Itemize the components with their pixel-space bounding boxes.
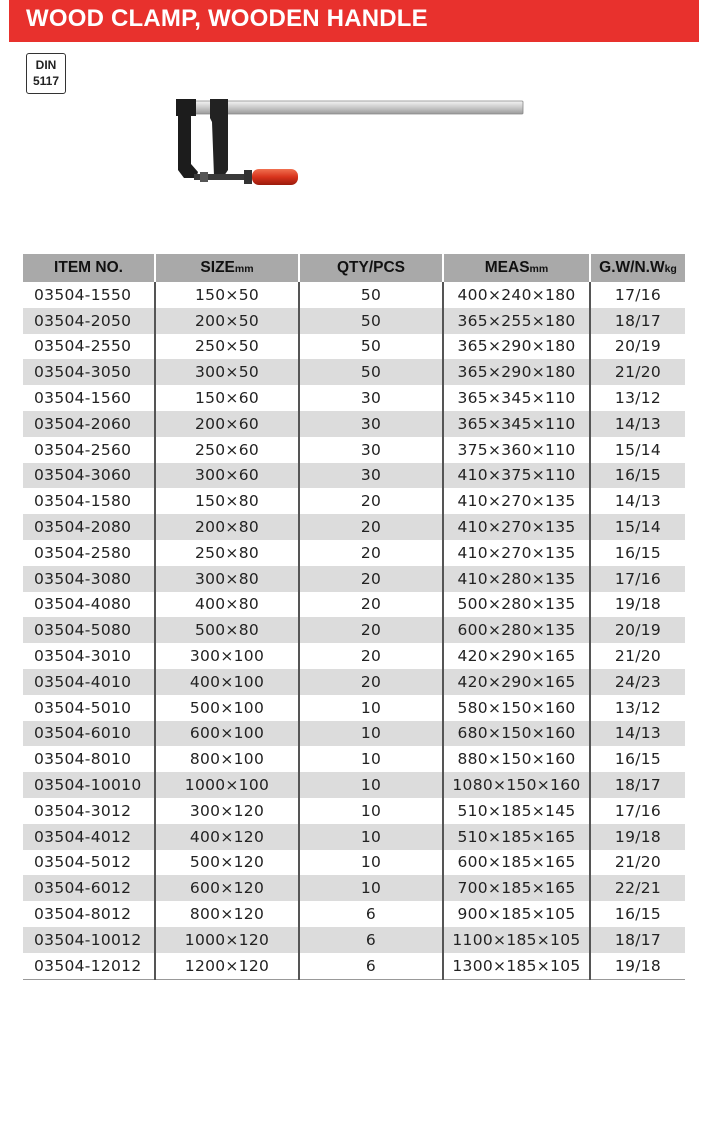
- weight-cell: 18/17: [590, 772, 685, 798]
- meas-cell: 500×280×135: [443, 592, 590, 618]
- item-no-cell: 03504-4010: [23, 669, 155, 695]
- meas-cell: 510×185×145: [443, 798, 590, 824]
- size-cell: 500×100: [155, 695, 299, 721]
- weight-cell: 17/16: [590, 282, 685, 308]
- item-no-cell: 03504-2060: [23, 411, 155, 437]
- size-cell: 200×50: [155, 308, 299, 334]
- qty-cell: 30: [299, 437, 443, 463]
- item-no-cell: 03504-12012: [23, 953, 155, 979]
- qty-cell: 10: [299, 824, 443, 850]
- table-row: [23, 592, 685, 618]
- size-cell: 250×50: [155, 334, 299, 360]
- qty-cell: 20: [299, 566, 443, 592]
- size-cell: 300×100: [155, 643, 299, 669]
- qty-cell: 50: [299, 282, 443, 308]
- meas-cell: 680×150×160: [443, 721, 590, 747]
- table-row: [23, 798, 685, 824]
- meas-cell: 365×290×180: [443, 334, 590, 360]
- qty-cell: 6: [299, 927, 443, 953]
- size-cell: 800×120: [155, 901, 299, 927]
- item-no-cell: 03504-8012: [34, 905, 132, 924]
- table-row: [23, 721, 685, 747]
- qty-cell: 10: [299, 875, 443, 901]
- weight-cell: 21/20: [590, 850, 685, 876]
- table-row: [23, 566, 685, 592]
- qty-cell: 10: [299, 721, 443, 747]
- table-row: [23, 772, 685, 798]
- weight-cell: 18/17: [590, 308, 685, 334]
- item-no-cell: 03504-4012: [23, 824, 155, 850]
- qty-cell: 20: [299, 488, 443, 514]
- qty-cell: 50: [299, 359, 443, 385]
- qty-cell: 20: [299, 540, 443, 566]
- item-no-cell: 03504-1560: [34, 389, 132, 408]
- item-no-cell: 03504-2080: [23, 514, 155, 540]
- table-row: [23, 953, 685, 979]
- weight-cell: 22/21: [590, 875, 685, 901]
- meas-cell: 365×255×180: [443, 308, 590, 334]
- page-title: WOOD CLAMP, WOODEN HANDLE: [26, 5, 428, 32]
- weight-cell: 16/15: [590, 463, 685, 489]
- item-no-cell: 03504-6010: [23, 721, 155, 747]
- size-cell: 400×120: [155, 824, 299, 850]
- table-row: [23, 488, 685, 514]
- weight-cell: 15/14: [590, 437, 685, 463]
- weight-cell: 16/15: [590, 540, 685, 566]
- size-cell: 500×120: [155, 850, 299, 876]
- item-no-cell: 03504-2560: [34, 440, 132, 459]
- meas-cell: 410×270×135: [443, 488, 590, 514]
- weight-cell: 19/18: [590, 592, 685, 618]
- weight-cell: 14/13: [590, 411, 685, 437]
- item-no-cell: 03504-10010: [23, 772, 155, 798]
- meas-cell: 365×345×110: [443, 411, 590, 437]
- qty-cell: 50: [299, 334, 443, 360]
- qty-cell: 6: [299, 901, 443, 927]
- header-item-no: ITEM NO.: [23, 254, 155, 282]
- meas-cell: 600×185×165: [443, 850, 590, 876]
- table-row: [23, 643, 685, 669]
- size-cell: 300×50: [155, 359, 299, 385]
- qty-cell: 20: [299, 669, 443, 695]
- table-row: [23, 540, 685, 566]
- header-qty: QTY/PCS: [299, 254, 443, 282]
- size-cell: 1000×120: [155, 927, 299, 953]
- size-cell: 150×50: [155, 282, 299, 308]
- meas-cell: 410×375×110: [443, 463, 590, 489]
- item-no-cell: 03504-2580: [34, 543, 132, 562]
- meas-cell: 700×185×165: [443, 875, 590, 901]
- size-cell: 300×80: [155, 566, 299, 592]
- table-row: [23, 695, 685, 721]
- meas-cell: 420×290×165: [443, 643, 590, 669]
- meas-cell: 900×185×105: [443, 901, 590, 927]
- item-no-cell: 03504-5010: [34, 698, 132, 717]
- table-row: [23, 875, 685, 901]
- table-row: [23, 617, 685, 643]
- table-row: [23, 437, 685, 463]
- table-row: [23, 308, 685, 334]
- qty-cell: 10: [299, 798, 443, 824]
- table-row: [23, 746, 685, 772]
- table-row: [23, 927, 685, 953]
- clamp-product-image: [160, 92, 530, 197]
- size-cell: 200×80: [155, 514, 299, 540]
- qty-cell: 30: [299, 385, 443, 411]
- meas-cell: 580×150×160: [443, 695, 590, 721]
- table-row: [23, 514, 685, 540]
- din-badge-line2: 5117: [32, 74, 60, 88]
- qty-cell: 10: [299, 772, 443, 798]
- title-bar: [9, 0, 699, 42]
- weight-cell: 21/20: [590, 643, 685, 669]
- size-cell: 800×100: [155, 746, 299, 772]
- weight-cell: 21/20: [590, 359, 685, 385]
- qty-cell: 30: [299, 411, 443, 437]
- size-cell: 200×60: [155, 411, 299, 437]
- table-row: [23, 385, 685, 411]
- qty-cell: 10: [299, 695, 443, 721]
- table-row: [23, 669, 685, 695]
- size-cell: 1200×120: [155, 953, 299, 979]
- weight-cell: 13/12: [590, 385, 685, 411]
- size-cell: 150×60: [155, 385, 299, 411]
- size-cell: 400×80: [155, 592, 299, 618]
- weight-cell: 17/16: [590, 566, 685, 592]
- table-header-row: [23, 254, 685, 282]
- size-cell: 250×80: [155, 540, 299, 566]
- header-weight: G.W/N.Wkg: [590, 254, 685, 282]
- item-no-cell: 03504-1580: [34, 492, 132, 511]
- size-cell: 250×60: [155, 437, 299, 463]
- item-no-cell: 03504-2550: [34, 337, 132, 356]
- qty-cell: 20: [299, 514, 443, 540]
- size-cell: 150×80: [155, 488, 299, 514]
- weight-cell: 24/23: [590, 669, 685, 695]
- meas-cell: 1080×150×160: [443, 772, 590, 798]
- din-badge: [26, 53, 66, 94]
- size-cell: 600×120: [155, 875, 299, 901]
- weight-cell: 19/18: [590, 953, 685, 979]
- weight-cell: 16/15: [590, 746, 685, 772]
- meas-cell: 410×270×135: [443, 540, 590, 566]
- qty-cell: 10: [299, 746, 443, 772]
- weight-cell: 13/12: [590, 695, 685, 721]
- item-no-cell: 03504-8010: [34, 750, 132, 769]
- weight-cell: 14/13: [590, 488, 685, 514]
- size-cell: 600×100: [155, 721, 299, 747]
- table-row: [23, 411, 685, 437]
- item-no-cell: 03504-3010: [34, 647, 132, 666]
- qty-cell: 10: [299, 850, 443, 876]
- item-no-cell: 03504-3050: [23, 359, 155, 385]
- weight-cell: 14/13: [590, 721, 685, 747]
- item-no-cell: 03504-3060: [23, 463, 155, 489]
- spec-table: [23, 254, 685, 980]
- table-row: [23, 824, 685, 850]
- item-no-cell: 03504-5080: [23, 617, 155, 643]
- weight-cell: 17/16: [590, 798, 685, 824]
- item-no-cell: 03504-1550: [34, 285, 132, 304]
- meas-cell: 365×290×180: [443, 359, 590, 385]
- weight-cell: 18/17: [590, 927, 685, 953]
- qty-cell: 20: [299, 643, 443, 669]
- size-cell: 300×60: [155, 463, 299, 489]
- table-row: [23, 901, 685, 927]
- qty-cell: 20: [299, 592, 443, 618]
- table-row: [23, 334, 685, 360]
- item-no-cell: 03504-10012: [23, 927, 155, 953]
- item-no-cell: 03504-2050: [23, 308, 155, 334]
- meas-cell: 365×345×110: [443, 385, 590, 411]
- meas-cell: 600×280×135: [443, 617, 590, 643]
- item-no-cell: 03504-3080: [23, 566, 155, 592]
- header-size: SIZEmm: [155, 254, 299, 282]
- qty-cell: 30: [299, 463, 443, 489]
- weight-cell: 19/18: [590, 824, 685, 850]
- item-no-cell: 03504-3012: [34, 801, 132, 820]
- size-cell: 1000×100: [155, 772, 299, 798]
- table-row: [23, 850, 685, 876]
- size-cell: 300×120: [155, 798, 299, 824]
- meas-cell: 1100×185×105: [443, 927, 590, 953]
- table-row: [23, 359, 685, 385]
- qty-cell: 6: [299, 953, 443, 979]
- meas-cell: 1300×185×105: [443, 953, 590, 979]
- din-badge-line1: DIN: [35, 58, 57, 72]
- item-no-cell: 03504-6012: [23, 875, 155, 901]
- header-meas: MEASmm: [443, 254, 590, 282]
- qty-cell: 20: [299, 617, 443, 643]
- table-row: [23, 463, 685, 489]
- item-no-cell: 03504-5012: [34, 853, 132, 872]
- meas-cell: 880×150×160: [443, 746, 590, 772]
- meas-cell: 410×280×135: [443, 566, 590, 592]
- weight-cell: 20/19: [590, 334, 685, 360]
- meas-cell: 510×185×165: [443, 824, 590, 850]
- weight-cell: 16/15: [590, 901, 685, 927]
- size-cell: 500×80: [155, 617, 299, 643]
- meas-cell: 410×270×135: [443, 514, 590, 540]
- table-row: [23, 282, 685, 308]
- meas-cell: 375×360×110: [443, 437, 590, 463]
- item-no-cell: 03504-4080: [34, 595, 132, 614]
- meas-cell: 400×240×180: [443, 282, 590, 308]
- weight-cell: 15/14: [590, 514, 685, 540]
- meas-cell: 420×290×165: [443, 669, 590, 695]
- qty-cell: 50: [299, 308, 443, 334]
- size-cell: 400×100: [155, 669, 299, 695]
- weight-cell: 20/19: [590, 617, 685, 643]
